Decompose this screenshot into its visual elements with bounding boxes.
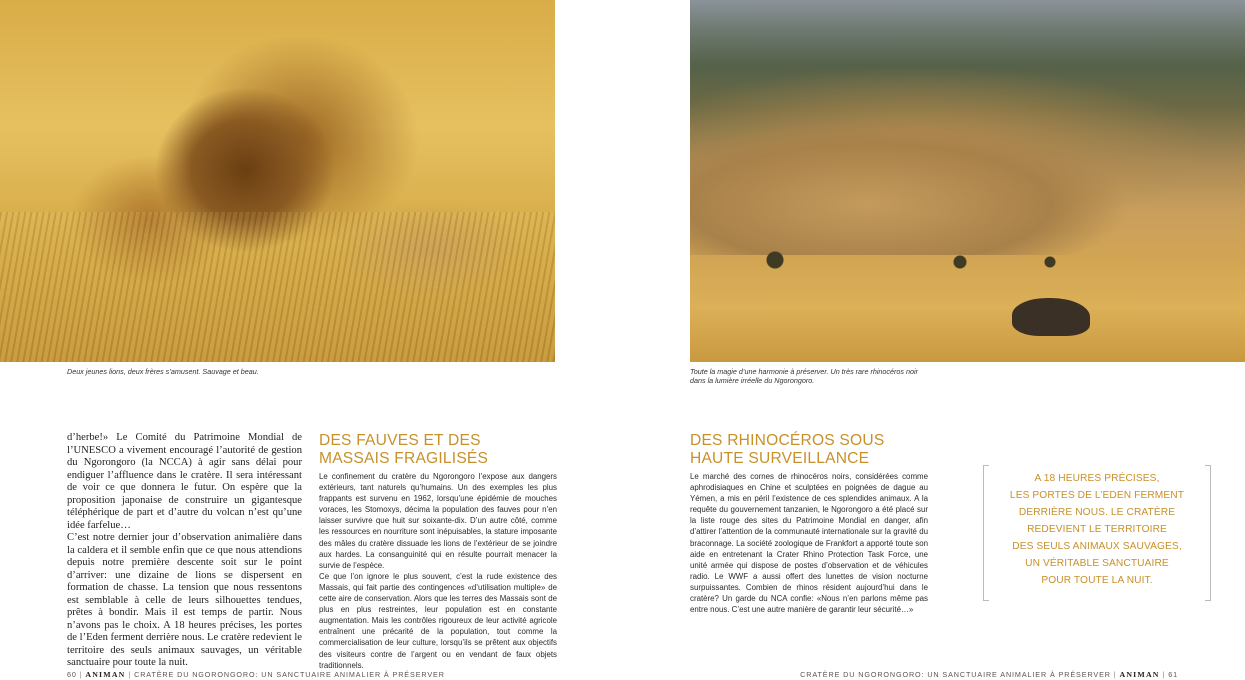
- footer-right: [800, 670, 1178, 679]
- rhino-photo: [690, 0, 1245, 362]
- rhino-silhouette: [1012, 298, 1090, 336]
- body-paragraph: Le confinement du cratère du Ngorongoro l’expose aux dangers extérieurs, tant naturels qu’humains. Un des exemples les plus frappants est survenu en 1962, lorsqu’une épidémie de mouches voraces, les Stomoxys, décima la population des fauves pour n’en laisser survivre que huit sur soixante-dix. D’un autre côté, comme les ressources en nourriture sont inépuisables, la stature imposante des mâles du cratère dissuade les lions de l’extérieur de se joindre aux hardes. La consanguinité qui en résulte pourrait menacer la survie de l’espèce.: [319, 472, 557, 570]
- heading-line: MASSAIS FRAGILISÉS: [319, 450, 489, 467]
- lions-photo: [0, 0, 555, 362]
- pull-quote-line: LES PORTES DE L’EDEN FERMENT: [1009, 490, 1185, 501]
- page-number: 60: [67, 670, 77, 679]
- pull-quote-line: POUR TOUTE LA NUIT.: [1041, 575, 1153, 586]
- body-paragraph: Le marché des cornes de rhinocéros noirs, considérées comme aphrodisiaques en Chine et sculptées en poignées de dague au Yémen, a mis en péril l’existence de ces splendides animaux. A la requête du gouvernement tanzanien, le Ngorongoro a été placé sur la liste rouge des sites du Patrimoine Mondial en danger, afin d’attirer l’attention de la communauté internationale sur la gravité du braconnage. La société zoologique de Frankfort a apporté toute son aide en entretenant la Crater Rhino Protection Task Force, une unité armée qui dispose de postes d’observation et de véhicules radio. Le WWF a aussi offert des lunettes de vision nocturne surpuissantes. Combien de rhinos résident aujourd’hui dans le cratère? Un garde du NCA confie: «Nous n’en parlons même pas entre nous. C’est une autre manière de garantir leur sécurité…»: [690, 472, 928, 615]
- footer-separator: |: [128, 670, 132, 679]
- heading-line: DES RHINOCÉROS SOUS: [690, 432, 885, 449]
- pull-quote: [983, 465, 1211, 599]
- hill-shape: [690, 95, 1245, 255]
- acacia-trees: [750, 250, 1110, 270]
- footer-separator: |: [1113, 670, 1117, 679]
- body-paragraph: C’est notre dernier jour d’observation animalière dans la caldera et il semble enfin que ce que nous attendions depuis notre première descente soit sur le point d’arriver: une dizaine de lions se dispersent en formation de chasse. La tension que nous ressentons est semblable à celle de leurs silhouettes tendues, prêtes à bondir. Mais il est temps de partir. Nous n’avons pas le choix. A 18 heures précises, les portes de l’Eden ferment derrière nous. Le cratère redevient le territoire des seuls animaux sauvages, un véritable sanctuaire pour toute la nuit.: [67, 532, 302, 668]
- footer-separator: |: [79, 670, 83, 679]
- footer-separator: |: [1162, 670, 1166, 679]
- pull-quote-line: REDEVIENT LE TERRITOIRE: [1027, 524, 1167, 535]
- caption-line: dans la lumière irréelle du Ngorongoro.: [690, 376, 815, 385]
- lions-photo-caption: Deux jeunes lions, deux frères s’amusent. Sauvage et beau.: [67, 367, 259, 376]
- pull-quote-line: A 18 HEURES PRÉCISES,: [1034, 473, 1160, 484]
- heading-line: DES FAUVES ET DES: [319, 432, 481, 449]
- body-paragraph: Ce que l’on ignore le plus souvent, c’est la rude existence des Massais, qui fait partie des contingences «d’utilisation multiple» de cette aire de conservation. Alors que les terres des Massais sont de plus en plus restreintes, leur population est en constante augmentation. Mais les contrôles rigoureux de leur activité agricole entraînent une précarité de la population, tout comme la commercialisation de leur culture, lorsqu’ils se prêtent aux objectifs des visiteurs contre de l’argent ou en vendant de faux objets traditionnels.: [319, 571, 557, 670]
- footer-title: CRATÈRE DU NGORONGORO: UN SANCTUAIRE ANIMALIER À PRÉSERVER: [134, 670, 445, 679]
- rhino-photo-caption: [690, 367, 1010, 385]
- caption-line: Toute la magie d’une harmonie à préserver. Un très rare rhinocéros noir: [690, 367, 918, 376]
- grass-texture: [0, 212, 555, 362]
- pull-quote-line: DES SEULS ANIMAUX SAUVAGES,: [1012, 541, 1182, 552]
- heading-line: HAUTE SURVEILLANCE: [690, 450, 870, 467]
- magazine-brand: ANIMAN: [85, 670, 126, 679]
- pull-quote-line: UN VÉRITABLE SANCTUAIRE: [1025, 558, 1169, 569]
- section-heading-rhinoceros: [690, 432, 930, 468]
- page-number: 61: [1168, 670, 1178, 679]
- magazine-brand: ANIMAN: [1119, 670, 1160, 679]
- serif-body-column: [67, 432, 302, 670]
- sans-body-column-right: [690, 471, 928, 615]
- sans-body-column-left: [319, 471, 557, 671]
- body-paragraph: d’herbe!» Le Comité du Patrimoine Mondial de l’UNESCO a vivement encouragé l’autorité de gestion du Ngorongoro (la NCCA) à agir sans délai pour endiguer l’affluence dans le cratère. Il sera intéressant de voir ce que donnera le futur. On espère que la proposition japonaise de construire un gigantesque téléphérique de part et d’autre du volcan n’est qu’une idée farfelue…: [67, 432, 302, 531]
- footer-left: [67, 670, 445, 679]
- section-heading-fauves: [319, 432, 559, 468]
- footer-title: CRATÈRE DU NGORONGORO: UN SANCTUAIRE ANIMALIER À PRÉSERVER: [800, 670, 1111, 679]
- pull-quote-line: DERRIÈRE NOUS. LE CRATÈRE: [1018, 507, 1176, 518]
